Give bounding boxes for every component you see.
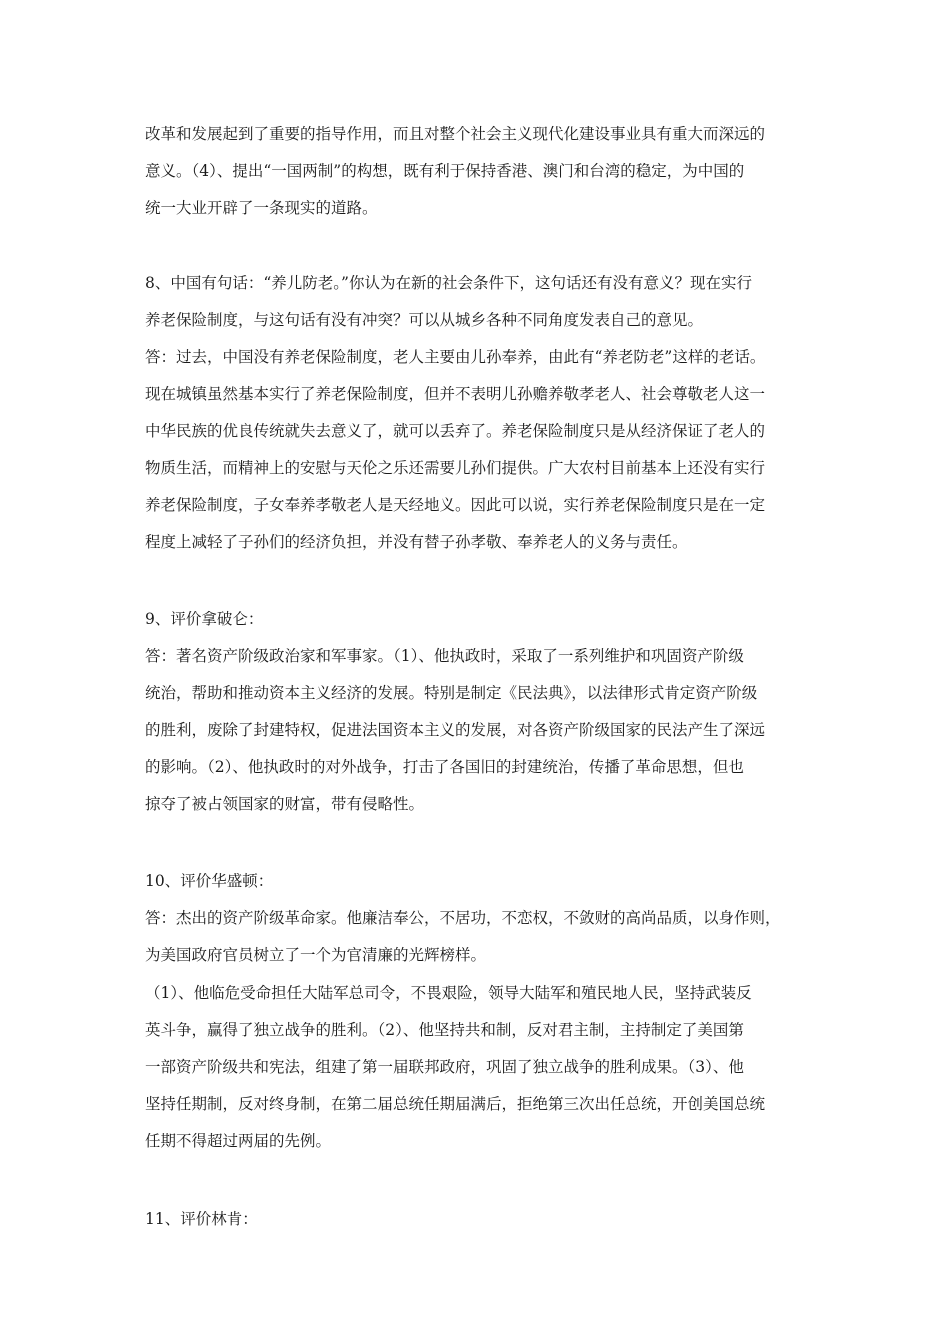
q8-answer-line-1: 答：过去，中国没有养老保险制度，老人主要由儿孙奉养，由此有“养老防老”这样的老话。 (145, 348, 766, 366)
q8-question-line-2: 养老保险制度，与这句话有没有冲突？可以从城乡各种不同角度发表自己的意见。 (145, 311, 704, 329)
q10-answer-line-6: 坚持任期制，反对终身制，在第二届总统任期届满后，拒绝第三次出任总统，开创美国总统 (145, 1095, 766, 1113)
q9-question: 9、评价拿破仑： (145, 610, 264, 628)
q8-answer-line-5: 养老保险制度，子女奉养孝敬老人是天经地义。因此可以说，实行养老保险制度只是在一定 (145, 496, 766, 514)
q9-answer-line-5: 掠夺了被占领国家的财富，带有侵略性。 (145, 795, 425, 813)
q9-answer-line-4: 的影响。（2）、他执政时的对外战争，打击了各国旧的封建统治，传播了革命思想，但也 (145, 758, 744, 776)
q10-answer-line-7: 任期不得超过两届的先例。 (145, 1132, 332, 1150)
q9-answer-line-2: 统治，帮助和推动资本主义经济的发展。特别是制定《民法典》，以法律形式肯定资产阶级 (145, 684, 758, 702)
q9-answer-line-1: 答：著名资产阶级政治家和军事家。（1）、他执政时，采取了一系列维护和巩固资产阶级 (145, 647, 744, 665)
continuation-line-1: 改革和发展起到了重要的指导作用，而且对整个社会主义现代化建设事业具有重大而深远的 (145, 125, 766, 143)
continuation-line-2: 意义。（4）、提出“一国两制”的构想，既有利于保持香港、澳门和台湾的稳定，为中国的 (145, 162, 745, 180)
q10-answer-line-1: 答：杰出的资产阶级革命家。他廉洁奉公，不居功，不恋权，不敛财的高尚品质，以身作则， (145, 909, 781, 927)
q10-answer-line-5: 一部资产阶级共和宪法，组建了第一届联邦政府，巩固了独立战争的胜利成果。（3）、他 (145, 1058, 744, 1076)
q10-answer-line-2: 为美国政府官员树立了一个为官清廉的光辉榜样。 (145, 946, 487, 964)
q8-answer-line-2: 现在城镇虽然基本实行了养老保险制度，但并不表明儿孙赡养敬孝老人、社会尊敬老人这一 (145, 385, 766, 403)
q8-answer-line-3: 中华民族的优良传统就失去意义了，就可以丢弃了。养老保险制度只是从经济保证了老人的 (145, 422, 766, 440)
q8-question-line-1: 8、中国有句话：“养儿防老。”你认为在新的社会条件下，这句话还有没有意义？现在实行 (145, 274, 752, 292)
q10-answer-line-3: （1）、他临危受命担任大陆军总司令，不畏艰险，领导大陆军和殖民地人民，坚持武装反 (145, 984, 752, 1002)
q10-question: 10、评价华盛顿： (145, 872, 274, 890)
q9-answer-line-3: 的胜利，废除了封建特权，促进法国资本主义的发展，对各资产阶级国家的民法产生了深远 (145, 721, 766, 739)
q10-answer-line-4: 英斗争，赢得了独立战争的胜利。（2）、他坚持共和制，反对君主制，主持制定了美国第 (145, 1021, 744, 1039)
q8-answer-line-4: 物质生活，而精神上的安慰与天伦之乐还需要儿孙们提供。广大农村目前基本上还没有实行 (145, 459, 766, 477)
q8-answer-line-6: 程度上减轻了子孙们的经济负担，并没有替子孙孝敬、奉养老人的义务与责任。 (145, 533, 688, 551)
continuation-line-3: 统一大业开辟了一条现实的道路。 (145, 199, 378, 217)
q11-question: 11、评价林肯： (145, 1210, 258, 1228)
